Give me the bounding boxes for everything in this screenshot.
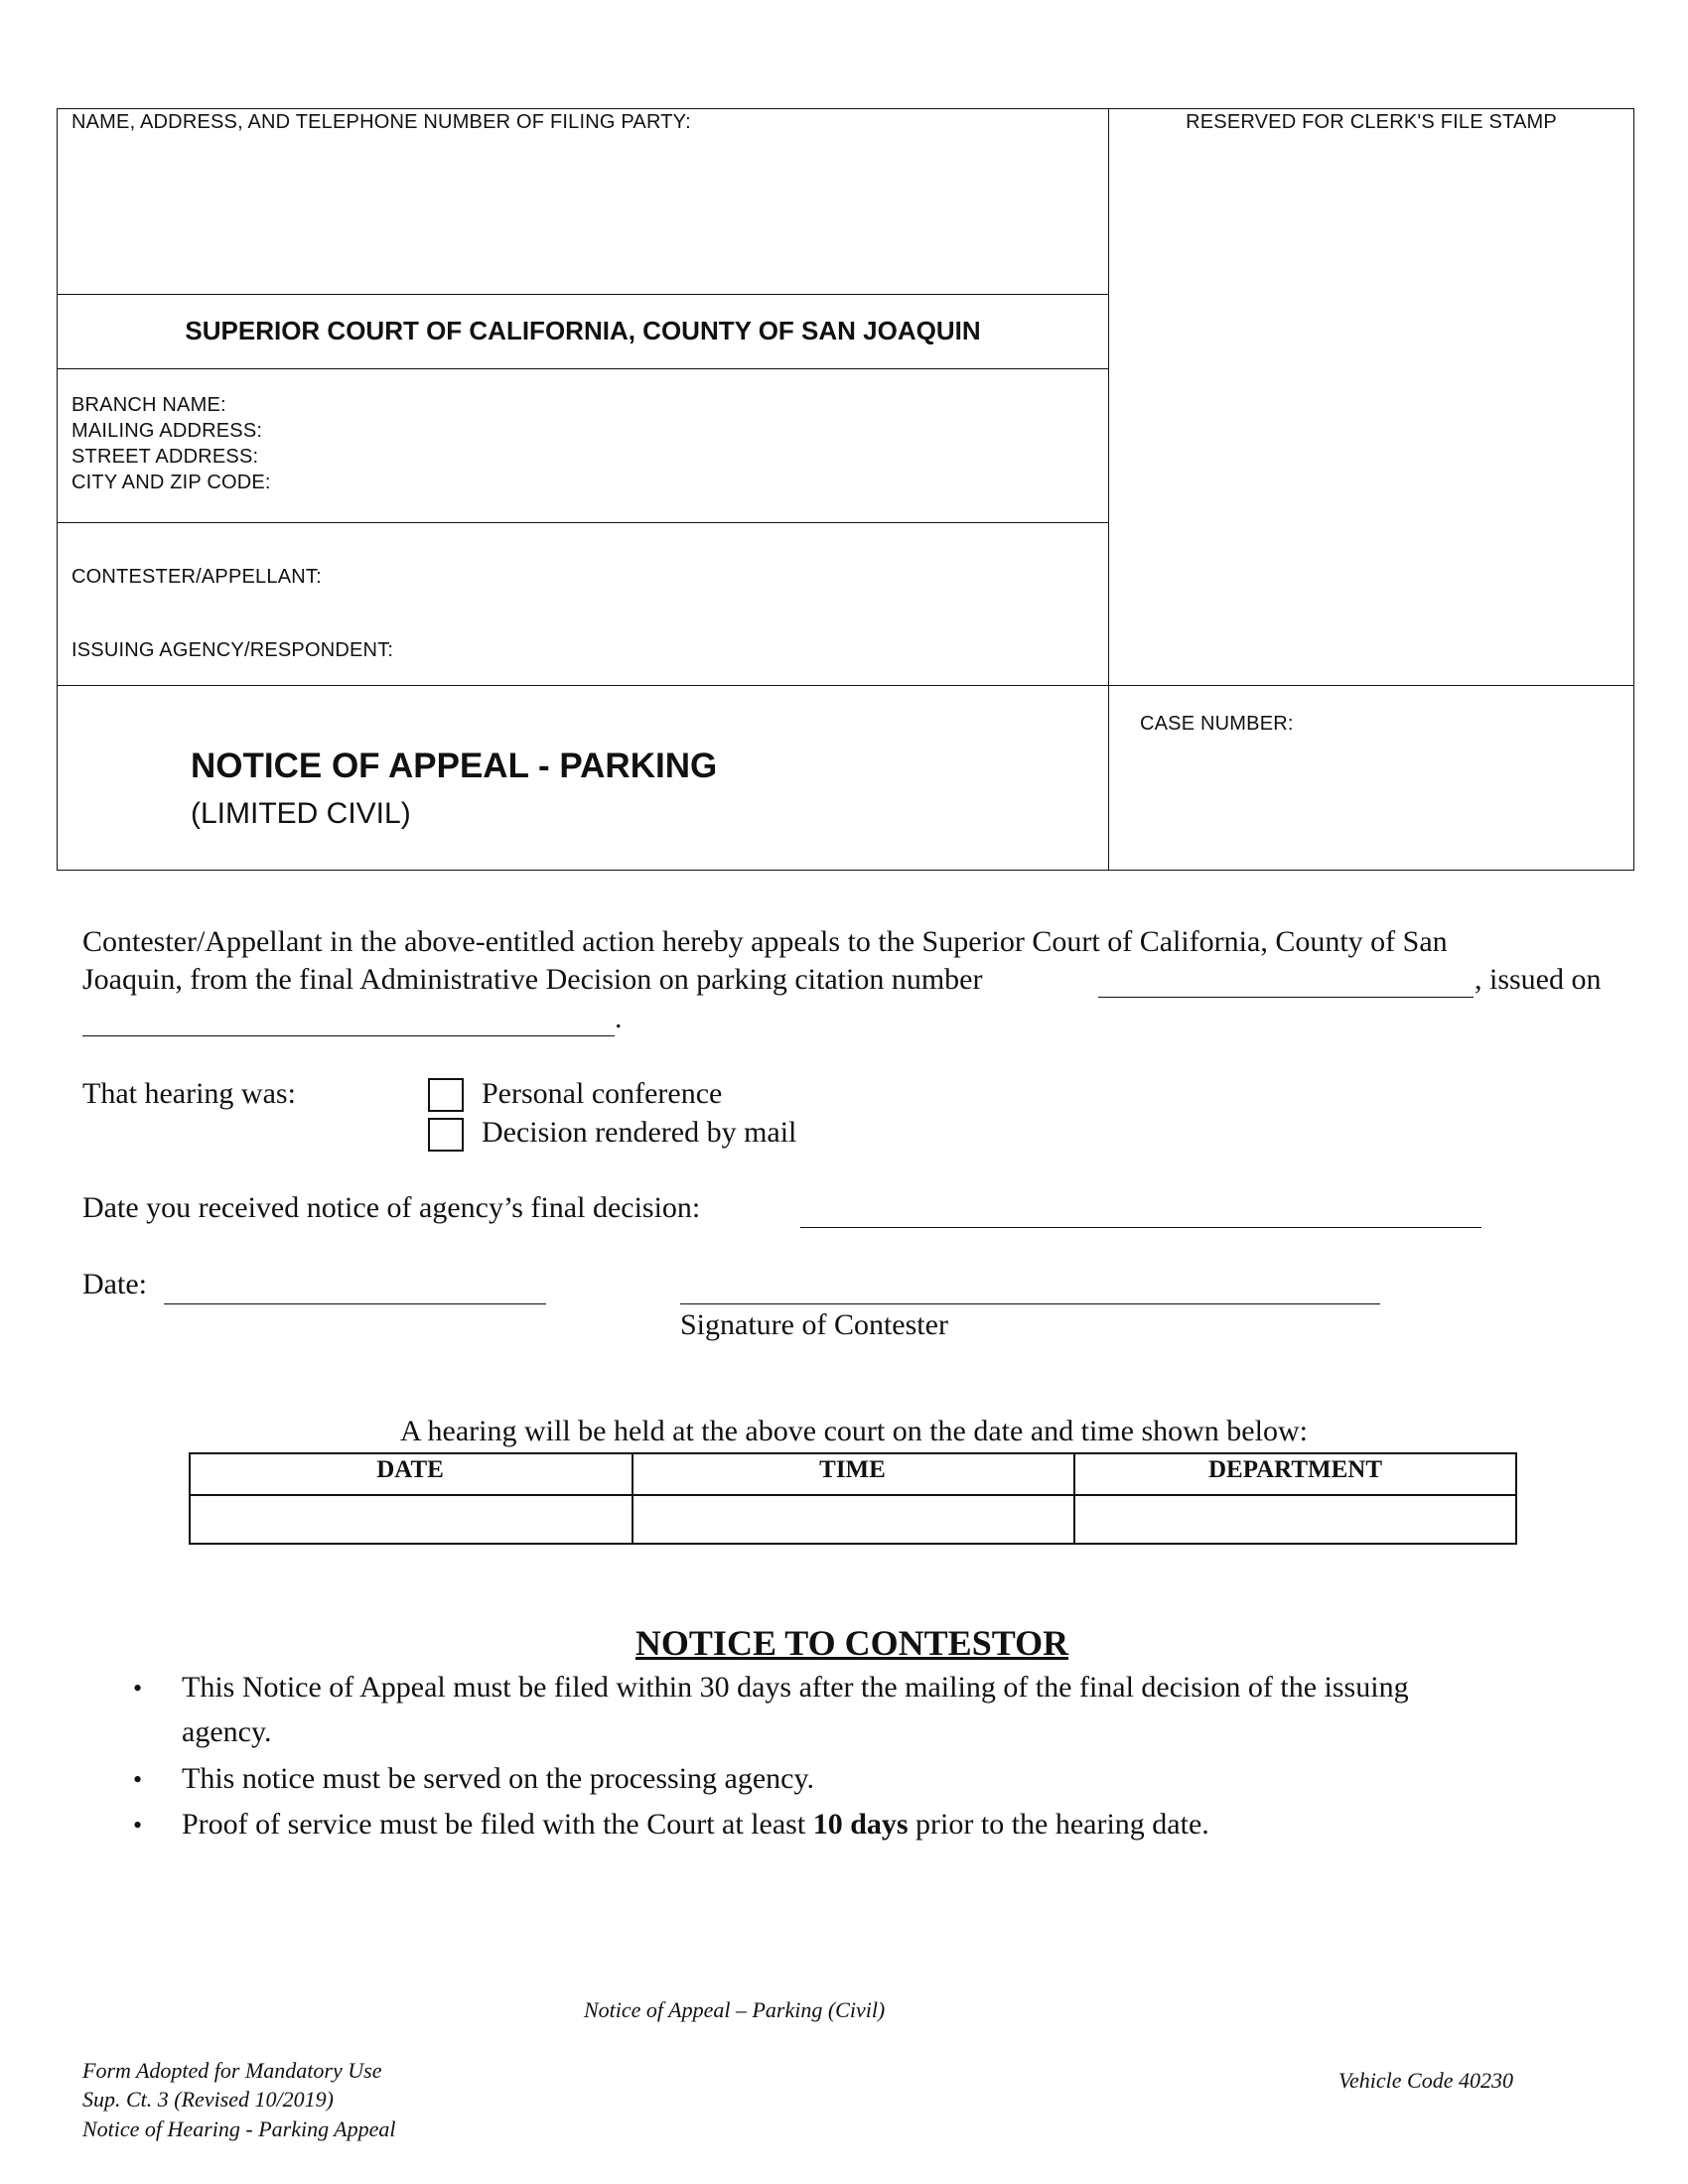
appeal-line-3-end: . bbox=[615, 1002, 623, 1034]
caption-divider-1 bbox=[57, 294, 1109, 295]
personal-conference-checkbox[interactable] bbox=[428, 1078, 464, 1112]
appeal-line-1: Contester/Appellant in the above-entitled action hereby appeals to the Superior Court of California, County of San bbox=[82, 925, 1448, 958]
bullet-3-pre: Proof of service must be filed with the Court at least bbox=[182, 1808, 813, 1841]
caption-divider-2 bbox=[57, 368, 1109, 369]
case-number-label: CASE NUMBER: bbox=[1140, 713, 1294, 735]
issued-on-blank[interactable] bbox=[82, 1035, 615, 1036]
bullet-3-text bbox=[182, 1806, 1209, 1843]
notice-title: NOTICE TO CONTESTOR bbox=[634, 1623, 1069, 1663]
caption-divider-vertical bbox=[1108, 108, 1109, 871]
notice-received-label: Date you received notice of agency’s final decision: bbox=[82, 1191, 701, 1224]
citation-number-blank[interactable] bbox=[1098, 997, 1474, 998]
footer-right: Vehicle Code 40230 bbox=[1338, 2068, 1513, 2093]
footer-left-line-3: Notice of Hearing - Parking Appeal bbox=[82, 2116, 396, 2141]
caption-divider-4 bbox=[57, 685, 1634, 686]
date-label: Date: bbox=[82, 1268, 147, 1300]
court-name: SUPERIOR COURT OF CALIFORNIA, COUNTY OF SAN JOAQUIN bbox=[185, 316, 981, 345]
personal-conference-label: Personal conference bbox=[482, 1077, 723, 1110]
mailing-address-label: MAILING ADDRESS: bbox=[71, 420, 263, 442]
appeal-line-2-end: , issued on bbox=[1475, 963, 1602, 996]
bullet-1-line-2: agency. bbox=[182, 1715, 272, 1748]
footer-left-line-1: Form Adopted for Mandatory Use bbox=[82, 2058, 382, 2083]
bullet-1-line-1: This Notice of Appeal must be filed within 30 days after the mailing of the final decision of the issuing bbox=[182, 1671, 1409, 1704]
footer-center: Notice of Appeal – Parking (Civil) bbox=[584, 1997, 886, 2022]
bullet-3-bold: 10 days bbox=[812, 1808, 909, 1841]
hearing-table-time-cell[interactable] bbox=[633, 1496, 1072, 1543]
signature-blank[interactable] bbox=[680, 1303, 1380, 1304]
branch-name-label: BRANCH NAME: bbox=[71, 394, 226, 416]
hearing-table-header-department: DEPARTMENT bbox=[1207, 1456, 1383, 1483]
street-address-label: STREET ADDRESS: bbox=[71, 446, 259, 468]
bullet-2-text: This notice must be served on the processing agency. bbox=[182, 1762, 815, 1795]
issuing-agency-label: ISSUING AGENCY/RESPONDENT: bbox=[71, 639, 394, 661]
bullet-1-dot: • bbox=[133, 1674, 143, 1703]
bullet-3-post: prior to the hearing date. bbox=[908, 1808, 1209, 1841]
decision-by-mail-checkbox[interactable] bbox=[428, 1118, 464, 1152]
signature-label: Signature of Contester bbox=[680, 1308, 948, 1341]
form-subtitle: (LIMITED CIVIL) bbox=[191, 797, 411, 830]
form-title: NOTICE OF APPEAL - PARKING bbox=[191, 747, 718, 785]
hearing-table-date-cell[interactable] bbox=[191, 1496, 631, 1543]
contester-label: CONTESTER/APPELLANT: bbox=[71, 566, 322, 588]
hearing-table-header-time: TIME bbox=[819, 1456, 886, 1483]
decision-by-mail-label: Decision rendered by mail bbox=[482, 1116, 797, 1149]
hearing-table-header-date: DATE bbox=[376, 1456, 444, 1483]
hearing-table-department-cell[interactable] bbox=[1075, 1496, 1515, 1543]
bullet-3-dot: • bbox=[133, 1811, 143, 1840]
clerk-stamp-label: RESERVED FOR CLERK'S FILE STAMP bbox=[1186, 111, 1557, 133]
caption-divider-3 bbox=[57, 522, 1109, 523]
filing-party-label: NAME, ADDRESS, AND TELEPHONE NUMBER OF FILING PARTY: bbox=[71, 111, 691, 133]
appeal-line-2-start: Joaquin, from the final Administrative Decision on parking citation number bbox=[82, 963, 983, 996]
footer-left-line-2: Sup. Ct. 3 (Revised 10/2019) bbox=[82, 2087, 334, 2112]
date-blank[interactable] bbox=[164, 1303, 546, 1304]
hearing-intro: A hearing will be held at the above court on the date and time shown below: bbox=[400, 1415, 1308, 1447]
city-zip-label: CITY AND ZIP CODE: bbox=[71, 472, 271, 493]
hearing-was-label: That hearing was: bbox=[82, 1077, 296, 1110]
bullet-2-dot: • bbox=[133, 1765, 143, 1794]
notice-received-date-blank[interactable] bbox=[800, 1227, 1481, 1228]
